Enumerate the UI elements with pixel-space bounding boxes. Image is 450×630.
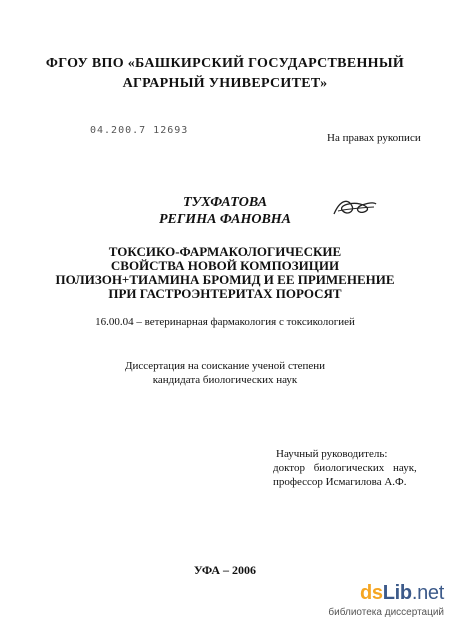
- author-name: [0, 194, 450, 228]
- manuscript-rights-note: На правах рукописи: [327, 132, 421, 144]
- watermark-logo: [360, 582, 444, 605]
- degree-line-2: кандидата биологических наук: [152, 374, 298, 386]
- institution-line-2: АГРАРНЫЙ УНИВЕРСИТЕТ»: [122, 76, 328, 91]
- author-given-names: РЕГИНА ФАНОВНА: [158, 212, 292, 227]
- title-line-4: ПРИ ГАСТРОЭНТЕРИТАХ ПОРОСЯТ: [108, 286, 342, 301]
- institution-line-1: ФГОУ ВПО «БАШКИРСКИЙ ГОСУДАРСТВЕННЫЙ: [45, 56, 405, 71]
- dissertation-title: [0, 245, 450, 301]
- watermark-subtitle: библиотека диссертаций: [328, 607, 444, 618]
- advisor-label: Научный руководитель:: [276, 448, 388, 460]
- watermark-ds: ds: [359, 582, 383, 604]
- title-line-3: ПОЛИЗОН+ТИАМИНА БРОМИД И ЕЕ ПРИМЕНЕНИЕ: [55, 272, 395, 287]
- title-line-1: ТОКСИКО-ФАРМАКОЛОГИЧЕСКИЕ: [108, 244, 342, 259]
- advisor-name: профессор Исмагилова А.Ф.: [273, 476, 407, 488]
- watermark-lib: Lib: [382, 582, 412, 604]
- author-surname: ТУХФАТОВА: [182, 195, 268, 210]
- dslib-watermark[interactable]: [328, 582, 450, 630]
- degree-statement: [0, 359, 450, 387]
- handwritten-signature: [330, 196, 378, 220]
- registration-stamp: 04.200.7 12693: [90, 125, 189, 136]
- city-year: УФА – 2006: [193, 563, 257, 577]
- watermark-net: .net: [411, 582, 444, 604]
- institution-header: [0, 54, 450, 94]
- specialty-code: 16.00.04 – ветеринарная фармакология с токсикологией: [95, 316, 355, 328]
- scientific-advisor: [273, 447, 417, 489]
- advisor-degree: доктор биологических наук,: [273, 462, 417, 474]
- degree-line-1: Диссертация на соискание ученой степени: [124, 360, 326, 372]
- title-line-2: СВОЙСТВА НОВОЙ КОМПОЗИЦИИ: [110, 258, 340, 273]
